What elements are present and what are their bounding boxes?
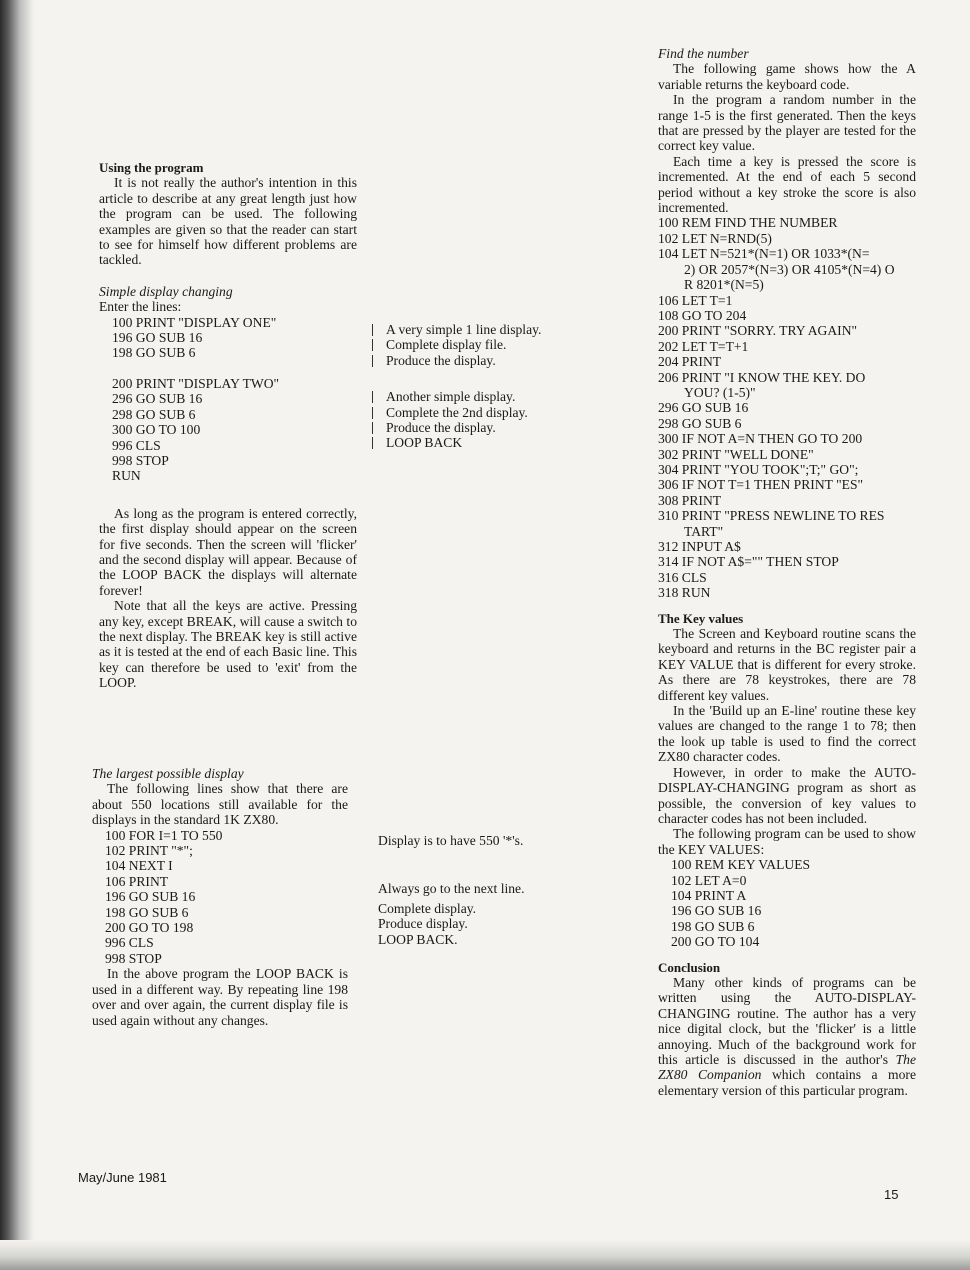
- annotation: LOOP BACK.: [378, 931, 458, 947]
- code-line: 304 PRINT "YOU TOOK";T;" GO";: [658, 461, 859, 477]
- code-line: R 8201*(N=5): [684, 277, 764, 293]
- code-line: RUN: [112, 468, 141, 484]
- code-line: 196 GO SUB 16: [112, 330, 203, 346]
- annotation: A very simple 1 line display.: [372, 322, 572, 337]
- text-run: which contains a more elementary version of this particular program.: [658, 1067, 916, 1098]
- paragraph: The Screen and Keyboard routine scans the keyboard and returns in the BC register pair a KEY VALUE that is different for every stroke. As there are 78 keystrokes, there are 78 different key values.: [658, 626, 916, 703]
- code-line: 102 LET A=0: [671, 872, 747, 888]
- code-line: 300 IF NOT A=N THEN GO TO 200: [658, 431, 863, 447]
- text-run: Many other kinds of programs can be written using the AUTO-DISPLAY-CHANGING routine. The author has a very nice digital clock, but the 'flicker' is a little annoying. Much of the background work for this article is discussed in the author's: [658, 974, 916, 1067]
- paragraph: In the 'Build up an E-line' routine these key values are changed to the range 1 to 78; then the look up table is used to find the correct ZX80 character codes.: [658, 703, 916, 765]
- code-line: 302 PRINT "WELL DONE": [658, 446, 814, 462]
- code-line: 200 PRINT "DISPLAY TWO": [112, 375, 280, 391]
- code-line: 298 GO SUB 6: [658, 415, 742, 431]
- code-line: 202 LET T=T+1: [658, 338, 749, 354]
- code-line: 312 INPUT A$: [658, 539, 741, 554]
- code-line: 308 PRINT: [658, 492, 722, 508]
- code-line: 310 PRINT "PRESS NEWLINE TO RES: [658, 508, 885, 524]
- annotation: Complete display file.: [372, 337, 572, 352]
- issue-date: May/June 1981: [78, 1170, 167, 1185]
- subsection-heading: The largest possible display: [92, 766, 244, 781]
- code-line: 200 GO TO 198: [105, 920, 194, 936]
- code-line: 318 RUN: [658, 585, 711, 601]
- page-number: 15: [884, 1187, 899, 1202]
- code-line: 298 GO SUB 6: [112, 406, 196, 422]
- annotation: Always go to the next line.: [378, 881, 525, 897]
- code-line: 300 GO TO 100: [112, 422, 201, 438]
- annotation: Display is to have 550 '*'s.: [378, 833, 524, 848]
- code-line: 196 GO SUB 16: [671, 903, 762, 919]
- paragraph: In the above program the LOOP BACK is used in a different way. By repeating line 198 over and over again, the current display file is used again without any changes.: [92, 966, 348, 1028]
- code-line: 998 STOP: [112, 452, 169, 468]
- code-line: 198 GO SUB 6: [105, 904, 189, 920]
- code-block: [99, 315, 357, 484]
- annotation: Produce the display.: [372, 353, 572, 368]
- code-line: TART": [684, 523, 724, 539]
- code-line: 2) OR 2057*(N=3) OR 4105*(N=4) O: [684, 261, 895, 277]
- column-middle-lower: [378, 833, 578, 947]
- code-block: [658, 215, 916, 600]
- code-block: [92, 828, 348, 967]
- subsection-heading: Simple display changing: [99, 283, 233, 299]
- column-left-lower: [92, 766, 348, 1028]
- column-right: [658, 46, 916, 1098]
- code-line: 998 STOP: [105, 950, 162, 966]
- code-line: 100 PRINT "DISPLAY ONE": [112, 314, 277, 330]
- code-line: 306 IF NOT T=1 THEN PRINT "ES": [658, 477, 864, 493]
- annotation: Complete display.: [378, 900, 477, 916]
- annotation: Produce the display.: [372, 420, 572, 435]
- annotation: Produce display.: [378, 916, 468, 932]
- code-line: 102 LET N=RND(5): [658, 230, 772, 246]
- section-heading: The Key values: [658, 610, 744, 626]
- code-line: 108 GO TO 204: [658, 307, 747, 323]
- page-bottom-shadow: [0, 1240, 970, 1270]
- annotation: Another simple display.: [372, 389, 572, 404]
- paragraph: [658, 975, 916, 1098]
- paragraph: In the program a random number in the range 1-5 is the first generated. Then the keys that are pressed by the player are tested for the correct key value.: [658, 92, 916, 154]
- paragraph: The following game shows how the A variable returns the keyboard code.: [658, 61, 916, 92]
- paragraph: As long as the program is entered correctly, the first display should appear on the screen for five seconds. Then the screen will 'flicker' and the second display will appear. Because of the LOOP BACK the displays will alternate forever!: [99, 505, 357, 598]
- column-left: [99, 160, 357, 691]
- paragraph: It is not really the author's intention in this article to describe at any great length just how the program can be used. The following examples are given so that the reader can start to see for himself how different problems are tackled.: [99, 175, 357, 268]
- code-line: 200 GO TO 104: [671, 934, 760, 950]
- code-line: 104 NEXT I: [105, 858, 173, 874]
- code-line: 106 LET T=1: [658, 292, 733, 308]
- subsection-heading: Find the number: [658, 46, 749, 61]
- paragraph: The following program can be used to show the KEY VALUES:: [658, 826, 916, 857]
- annotation: LOOP BACK: [372, 435, 572, 450]
- code-line: 996 CLS: [105, 935, 154, 951]
- column-middle: [372, 322, 572, 451]
- annotation: Complete the 2nd display.: [372, 405, 572, 420]
- code-line: 102 PRINT "*";: [105, 843, 193, 859]
- code-line: 100 REM FIND THE NUMBER: [658, 215, 838, 231]
- section-heading: Using the program: [99, 160, 204, 175]
- code-line: 100 REM KEY VALUES: [671, 857, 811, 873]
- code-line: 104 PRINT A: [671, 887, 747, 903]
- section-heading: Conclusion: [658, 959, 721, 975]
- paragraph: However, in order to make the AUTO-DISPLAY-CHANGING program as short as possible, the conversion of key values to character codes has not been included.: [658, 764, 916, 826]
- code-line: 204 PRINT: [658, 354, 722, 370]
- code-line: 196 GO SUB 16: [105, 889, 196, 905]
- annotation-group: [372, 322, 572, 368]
- code-line: 296 GO SUB 16: [112, 391, 203, 407]
- paragraph: Enter the lines:: [99, 299, 182, 315]
- code-line: 100 FOR I=1 TO 550: [105, 827, 223, 843]
- paragraph: Note that all the keys are active. Pressing any key, except BREAK, will cause a switch to the next display. The BREAK key is still active as it is tested at the end of each Basic line. This key can therefore be used to 'exit' from the LOOP.: [99, 598, 357, 691]
- code-line: YOU? (1-5)": [684, 384, 756, 400]
- code-line: 198 GO SUB 6: [671, 918, 755, 934]
- code-line: 198 GO SUB 6: [112, 345, 196, 361]
- annotation-group: [372, 389, 572, 451]
- book-title: The ZX80 Companion: [658, 1052, 917, 1083]
- code-line: 996 CLS: [112, 437, 161, 453]
- paragraph: The following lines show that there are about 550 locations still available for the displays in the standard 1K ZX80.: [92, 781, 348, 828]
- code-block: [658, 857, 916, 949]
- code-line: 316 CLS: [658, 569, 707, 585]
- code-line: 200 PRINT "SORRY. TRY AGAIN": [658, 323, 858, 339]
- code-line: 206 PRINT "I KNOW THE KEY. DO: [658, 369, 866, 385]
- code-line: 106 PRINT: [105, 873, 169, 889]
- page-binding-shadow: [0, 0, 34, 1270]
- code-line: 104 LET N=521*(N=1) OR 1033*(N=: [658, 246, 870, 262]
- code-line: 314 IF NOT A$="" THEN STOP: [658, 554, 839, 570]
- paragraph: Each time a key is pressed the score is incremented. At the end of each 5 second period without a key stroke the score is also incremented.: [658, 153, 916, 216]
- code-line: 296 GO SUB 16: [658, 400, 749, 416]
